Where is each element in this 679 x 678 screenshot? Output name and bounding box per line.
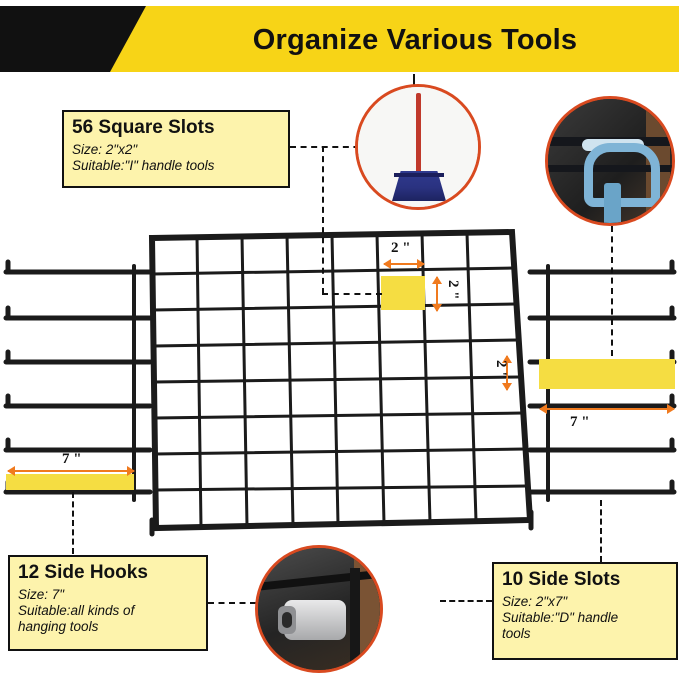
measure-label-cell-width: 2 " bbox=[391, 240, 411, 256]
leader-dhandle-v bbox=[611, 226, 613, 356]
page-title: Organize Various Tools bbox=[252, 23, 578, 56]
leader-side-hooks-h bbox=[208, 602, 256, 604]
broom-handle bbox=[416, 93, 421, 177]
d-handle-grip bbox=[584, 143, 660, 207]
hose-rack-post bbox=[350, 568, 360, 673]
measure-arrow-side-slot-depth bbox=[540, 408, 674, 410]
measure-arrow-cell-width bbox=[384, 263, 424, 265]
callout-side-slots-line-1: Size: 2"x7" bbox=[502, 593, 568, 609]
d-handle-stem bbox=[604, 183, 621, 226]
hose-nozzle-inset bbox=[255, 545, 383, 673]
measure-label-side-slot-height: 2 " bbox=[493, 360, 509, 380]
measure-arrow-cell-height bbox=[436, 277, 438, 311]
callout-side-slots-title: 10 Side Slots bbox=[502, 569, 621, 590]
highlight-square-slot bbox=[381, 276, 425, 310]
callout-side-slots-line-3: tools bbox=[502, 625, 531, 641]
measure-label-hook-length: 7 " bbox=[62, 451, 82, 467]
callout-side-hooks bbox=[8, 555, 208, 651]
measure-arrow-hook-length bbox=[8, 470, 134, 472]
callout-square-slots-line-2: Suitable:"I" handle tools bbox=[72, 157, 215, 173]
callout-side-slots-line-2: Suitable:"D" handle bbox=[502, 609, 619, 625]
callout-square-slots bbox=[62, 110, 290, 188]
callout-side-hooks-title: 12 Side Hooks bbox=[18, 562, 148, 583]
callout-side-slots bbox=[492, 562, 678, 660]
leader-side-slots-v bbox=[600, 500, 602, 562]
broom-band bbox=[394, 173, 444, 177]
highlight-side-slot bbox=[539, 359, 675, 389]
callout-square-slots-line-1: Size: 2"x2" bbox=[72, 141, 138, 157]
leader-side-hooks-v bbox=[72, 492, 74, 554]
leader-square-slots-v bbox=[322, 146, 324, 294]
callout-side-hooks-line-1: Size: 7" bbox=[18, 586, 65, 602]
measure-label-side-slot-depth: 7 " bbox=[570, 414, 590, 430]
measure-label-cell-height: 2 " bbox=[445, 280, 461, 300]
broom-inset bbox=[355, 84, 481, 210]
callout-square-slots-title: 56 Square Slots bbox=[72, 117, 215, 138]
leader-square-slots-h2 bbox=[322, 293, 382, 295]
callout-side-hooks-line-3: hanging tools bbox=[18, 618, 99, 634]
callout-side-hooks-line-2: Suitable:all kinds of bbox=[18, 602, 135, 618]
d-handle-inset bbox=[545, 96, 675, 226]
leader-side-slots-h bbox=[440, 600, 492, 602]
highlight-side-hook bbox=[6, 474, 134, 490]
hose-nozzle-opening bbox=[282, 612, 292, 628]
